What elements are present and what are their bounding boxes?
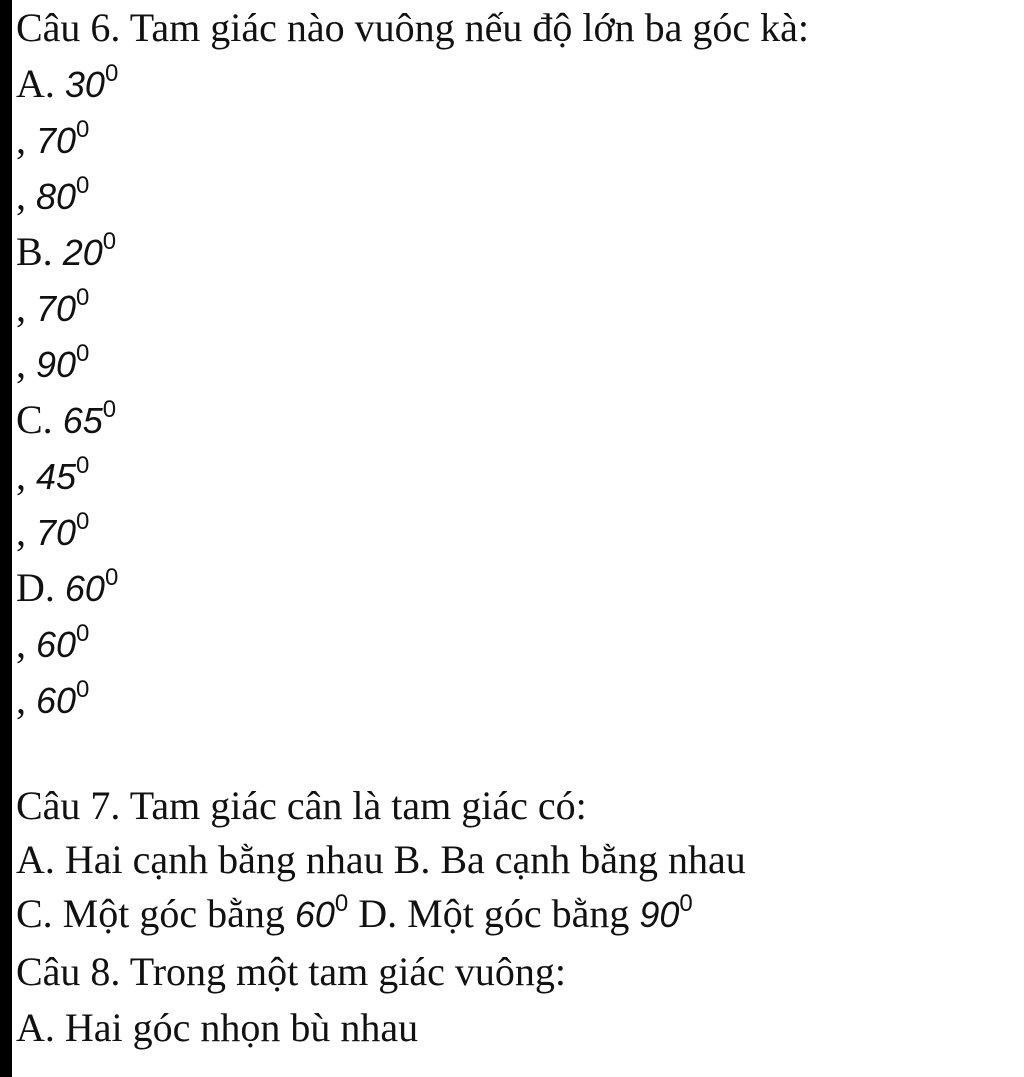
degree-mark: 0 [102,228,117,255]
angle-value: 70 [36,120,77,161]
angle-value: 20 [62,232,103,273]
separator: , [16,677,26,722]
q7-options-line-2 [16,890,693,944]
q6-option-d [16,564,118,618]
separator: , [16,621,26,666]
angle-value: 60 [294,894,335,935]
degree-mark: 0 [76,116,90,143]
option-label: A. [16,61,55,106]
separator: , [16,117,26,162]
q6-option-b-angle-3 [16,340,89,394]
question-7-title: Câu 7. Tam giác cân là tam giác có: [16,783,587,828]
separator: , [16,285,26,330]
q6-option-d-angle-3 [16,676,89,730]
option-text: D. Một góc bằng [358,891,630,936]
degree-mark: 0 [76,508,90,535]
left-margin-bar [0,0,12,1077]
document-body [16,0,1024,1077]
degree-mark: 0 [76,452,90,479]
q6-option-b [16,228,116,282]
q6-option-a-angle-2 [16,116,89,170]
angle-value: 70 [36,288,77,329]
separator: , [16,173,26,218]
degree-mark: 0 [679,890,693,917]
angle-value: 70 [36,512,77,553]
angle-value: 90 [639,894,680,935]
option-label: B. [16,229,53,274]
degree-mark: 0 [102,396,117,423]
q7-options-line-1: A. Hai cạnh bằng nhau B. Ba cạnh bằng nhau [16,837,746,882]
option-label: D. [16,565,55,610]
angle-value: 65 [62,400,103,441]
question-6-title: Câu 6. Tam giác nào vuông nếu độ lớn ba góc kà: [16,5,809,50]
q6-option-c-angle-3 [16,508,89,562]
option-text: C. Một góc bằng [16,891,285,936]
angle-value: 60 [64,568,105,609]
angle-value: 60 [36,680,77,721]
degree-mark: 0 [76,172,90,199]
angle-value: 30 [64,64,105,105]
degree-mark: 0 [76,340,90,367]
angle-value: 60 [36,624,77,665]
option-label: C. [16,397,53,442]
degree-mark: 0 [76,620,90,647]
angle-value: 45 [36,456,77,497]
q6-option-d-angle-2 [16,620,89,674]
question-8-title: Câu 8. Trong một tam giác vuông: [16,949,566,994]
separator: , [16,453,26,498]
q8-option-a: A. Hai góc nhọn bù nhau [16,1005,419,1050]
angle-value: 80 [36,176,77,217]
q6-option-a-angle-3 [16,172,89,226]
angle-value: 90 [36,344,77,385]
q6-option-a [16,60,118,114]
degree-mark: 0 [104,564,119,591]
degree-mark: 0 [76,284,90,311]
separator: , [16,509,26,554]
degree-mark: 0 [334,890,349,917]
separator: , [16,341,26,386]
degree-mark: 0 [76,676,90,703]
degree-mark: 0 [104,60,119,87]
q6-option-c [16,396,116,450]
q6-option-b-angle-2 [16,284,89,338]
q6-option-c-angle-2 [16,452,89,506]
